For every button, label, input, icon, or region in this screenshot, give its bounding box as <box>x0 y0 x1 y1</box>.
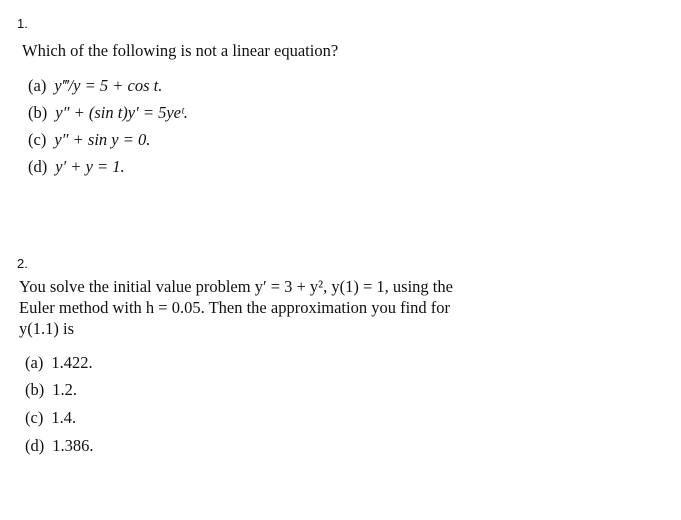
option-label: (a) <box>28 76 47 95</box>
option-label: (c) <box>25 408 44 427</box>
question-2-option-c <box>25 408 76 428</box>
question-2-option-a <box>25 353 93 373</box>
question-2-prompt <box>19 276 453 339</box>
option-label: (b) <box>25 380 45 399</box>
question-1-option-a <box>28 76 162 96</box>
prompt-line: You solve the initial value problem y′ = 3 + y², y(1) = 1, using the <box>19 277 453 296</box>
option-text: 1.4. <box>51 408 77 427</box>
question-2-option-d <box>25 436 94 456</box>
option-text: y‴/y = 5 + cos t. <box>54 76 163 95</box>
option-label: (a) <box>25 353 44 372</box>
option-text: 1.386. <box>52 436 94 455</box>
question-1-option-b <box>28 103 188 123</box>
option-text: 1.422. <box>51 353 93 372</box>
question-1-prompt: Which of the following is not a linear equation? <box>22 41 339 60</box>
option-text: y″ + (sin t)y′ = 5yeᵗ. <box>55 103 188 122</box>
question-1-option-c <box>28 130 150 150</box>
option-label: (d) <box>25 436 45 455</box>
option-text: y′ + y = 1. <box>55 157 125 176</box>
option-label: (d) <box>28 157 48 176</box>
prompt-line: y(1.1) is <box>19 319 74 338</box>
option-label: (c) <box>28 130 47 149</box>
question-1-number: 1. <box>17 16 28 31</box>
option-label: (b) <box>28 103 48 122</box>
question-1-option-d <box>28 157 125 177</box>
option-text: y″ + sin y = 0. <box>54 130 151 149</box>
question-2-number: 2. <box>17 256 28 271</box>
prompt-line: Euler method with h = 0.05. Then the approximation you find for <box>19 298 451 317</box>
option-text: 1.2. <box>52 380 77 399</box>
question-2-option-b <box>25 380 77 400</box>
